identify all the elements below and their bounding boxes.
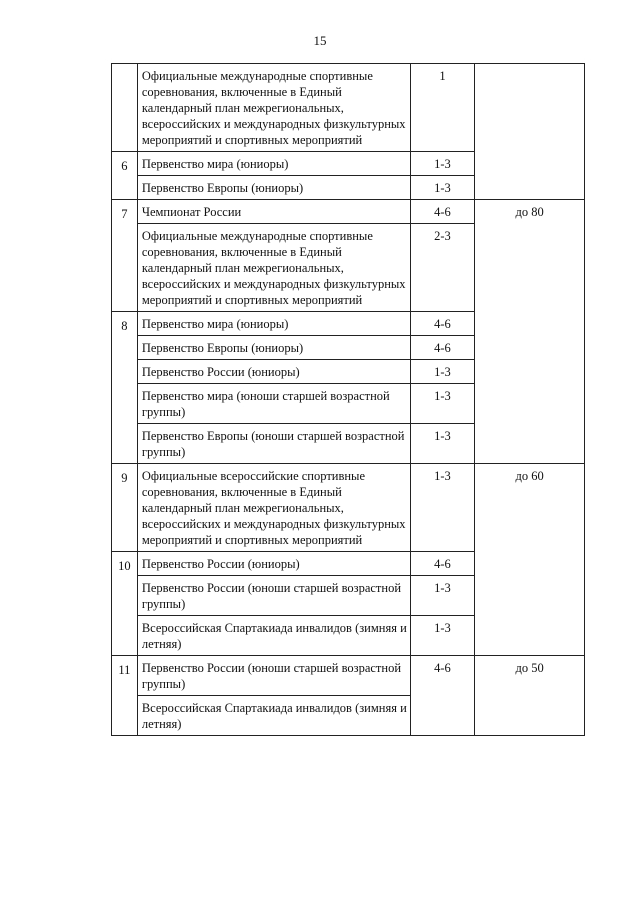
competition-name-cell: Первенство России (юниоры) xyxy=(137,552,410,576)
place-cell: 2-3 xyxy=(410,224,474,312)
competition-name-cell: Первенство России (юноши старшей возрастной группы) xyxy=(137,656,410,696)
place-cell: 1 xyxy=(410,64,474,152)
page-number: 15 xyxy=(313,33,327,48)
competition-name-cell: Первенство мира (юниоры) xyxy=(137,152,410,176)
place-cell: 4-6 xyxy=(410,312,474,336)
row-number-cell: 11 xyxy=(112,656,138,736)
place-cell: 4-6 xyxy=(410,552,474,576)
competition-name-cell: Первенство Европы (юноши старшей возрастной группы) xyxy=(137,424,410,464)
row-number-cell: 10 xyxy=(112,552,138,656)
place-cell: 1-3 xyxy=(410,360,474,384)
age-limit-cell: до 60 xyxy=(475,464,585,656)
place-cell: 1-3 xyxy=(410,576,474,616)
place-cell: 1-3 xyxy=(410,384,474,424)
competition-name-cell: Первенство мира (юниоры) xyxy=(137,312,410,336)
table-row xyxy=(112,656,585,696)
age-limit-cell: до 80 xyxy=(475,200,585,464)
place-cell: 1-3 xyxy=(410,424,474,464)
row-number-cell: 9 xyxy=(112,464,138,552)
competition-name-cell: Первенство России (юниоры) xyxy=(137,360,410,384)
place-cell: 1-3 xyxy=(410,176,474,200)
competition-name-cell: Всероссийская Спартакиада инвалидов (зимняя и летняя) xyxy=(137,696,410,736)
competition-name-cell: Официальные международные спортивные соревнования, включенные в Единый календарный план межрегиональных, всероссийских и международных физкультурных мероприятий и спортивных мероприятий xyxy=(137,64,410,152)
place-cell: 1-3 xyxy=(410,616,474,656)
competition-name-cell: Первенство Европы (юниоры) xyxy=(137,336,410,360)
competition-name-cell: Первенство России (юноши старшей возрастной группы) xyxy=(137,576,410,616)
place-cell: 4-6 xyxy=(410,336,474,360)
place-cell: 4-6 xyxy=(410,656,474,736)
table-body xyxy=(112,64,585,736)
row-number-cell xyxy=(112,64,138,152)
row-number-cell: 8 xyxy=(112,312,138,464)
rank-requirements-table xyxy=(111,63,585,736)
competition-name-cell: Чемпионат России xyxy=(137,200,410,224)
competition-name-cell: Первенство Европы (юниоры) xyxy=(137,176,410,200)
age-limit-cell xyxy=(475,64,585,200)
place-cell: 1-3 xyxy=(410,152,474,176)
competition-name-cell: Всероссийская Спартакиада инвалидов (зимняя и летняя) xyxy=(137,616,410,656)
place-cell: 4-6 xyxy=(410,200,474,224)
table-row xyxy=(112,200,585,224)
table-row xyxy=(112,464,585,552)
row-number-cell: 7 xyxy=(112,200,138,312)
table-row xyxy=(112,64,585,152)
competition-name-cell: Первенство мира (юноши старшей возрастной группы) xyxy=(137,384,410,424)
row-number-cell: 6 xyxy=(112,152,138,200)
competition-name-cell: Официальные всероссийские спортивные соревнования, включенные в Единый календарный план межрегиональных, всероссийских и международных физкультурных мероприятий и спортивных мероприятий xyxy=(137,464,410,552)
age-limit-cell: до 50 xyxy=(475,656,585,736)
place-cell: 1-3 xyxy=(410,464,474,552)
competition-name-cell: Официальные международные спортивные соревнования, включенные в Единый календарный план межрегиональных, всероссийских и международных физкультурных мероприятий и спортивных мероприятий xyxy=(137,224,410,312)
